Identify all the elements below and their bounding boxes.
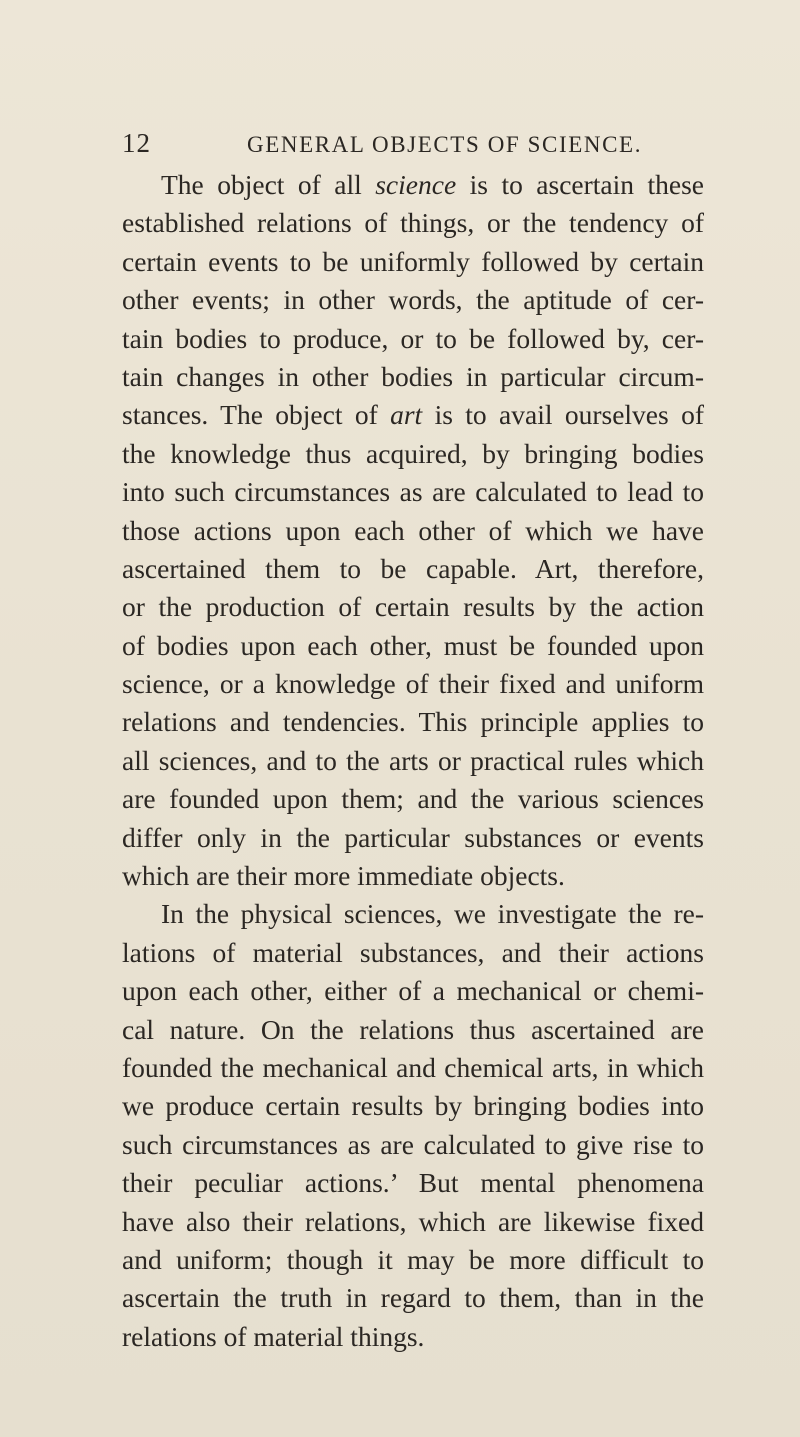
emphasis-science: science (375, 169, 457, 200)
text-line: the knowledge thus acquired, by bringing bodies (122, 437, 704, 469)
emphasis-art: art (390, 399, 423, 431)
text-line: relations and tendencies. This principle applies to (122, 706, 704, 738)
text-line: all sciences, and to the arts or practical rules which (122, 744, 704, 776)
page-header (122, 128, 682, 168)
text-line: or the production of certain results by the action (122, 591, 704, 623)
body-text (122, 166, 704, 1356)
text-line: The object of all science is to ascertain these (161, 169, 704, 200)
text-line: tain bodies to produce, or to be followed by, cer- (122, 322, 704, 354)
text-line: and uniform; though it may be more difficult to (122, 1243, 704, 1275)
text-line: upon each other, either of a mechanical or chemi- (122, 975, 704, 1007)
text-line: stances. The object of art is to avail ourselves of (122, 399, 704, 431)
text-line: are founded upon them; and the various sciences (122, 783, 704, 815)
text-line: we produce certain results by bringing bodies into (122, 1090, 704, 1122)
text-line: other events; in other words, the aptitude of cer- (122, 284, 704, 316)
text-line: of bodies upon each other, must be founded upon (122, 629, 704, 661)
text-line: relations of material things. (122, 1320, 425, 1352)
text-line: tain changes in other bodies in particular circum- (122, 360, 704, 392)
text-line: established relations of things, or the tendency of (122, 207, 704, 239)
running-title: GENERAL OBJECTS OF SCIENCE. (247, 132, 643, 157)
text-line: science, or a knowledge of their fixed and uniform (122, 668, 704, 700)
text-line: have also their relations, which are likewise fixed (122, 1205, 704, 1237)
text-line: ascertained them to be capable. Art, therefore, (122, 552, 704, 584)
text-line: which are their more immediate objects. (122, 860, 565, 892)
text-line: In the physical sciences, we investigate the re- (161, 898, 704, 930)
text-line: certain events to be uniformly followed by certain (122, 245, 704, 277)
text-line: founded the mechanical and chemical arts, in which (122, 1051, 704, 1083)
text-line: into such circumstances as are calculated to lead to (122, 476, 704, 508)
text-line: their peculiar actions.’ But mental phenomena (122, 1167, 704, 1199)
text-line: differ only in the particular substances or events (122, 821, 704, 853)
text-line: those actions upon each other of which we have (122, 514, 704, 546)
text-line: ascertain the truth in regard to them, than in the (122, 1282, 704, 1314)
text-line: cal nature. On the relations thus ascertained are (122, 1013, 704, 1045)
text-line: lations of material substances, and their actions (122, 936, 704, 968)
page-number: 12 (122, 128, 151, 158)
text-line: such circumstances as are calculated to give rise to (122, 1128, 704, 1160)
